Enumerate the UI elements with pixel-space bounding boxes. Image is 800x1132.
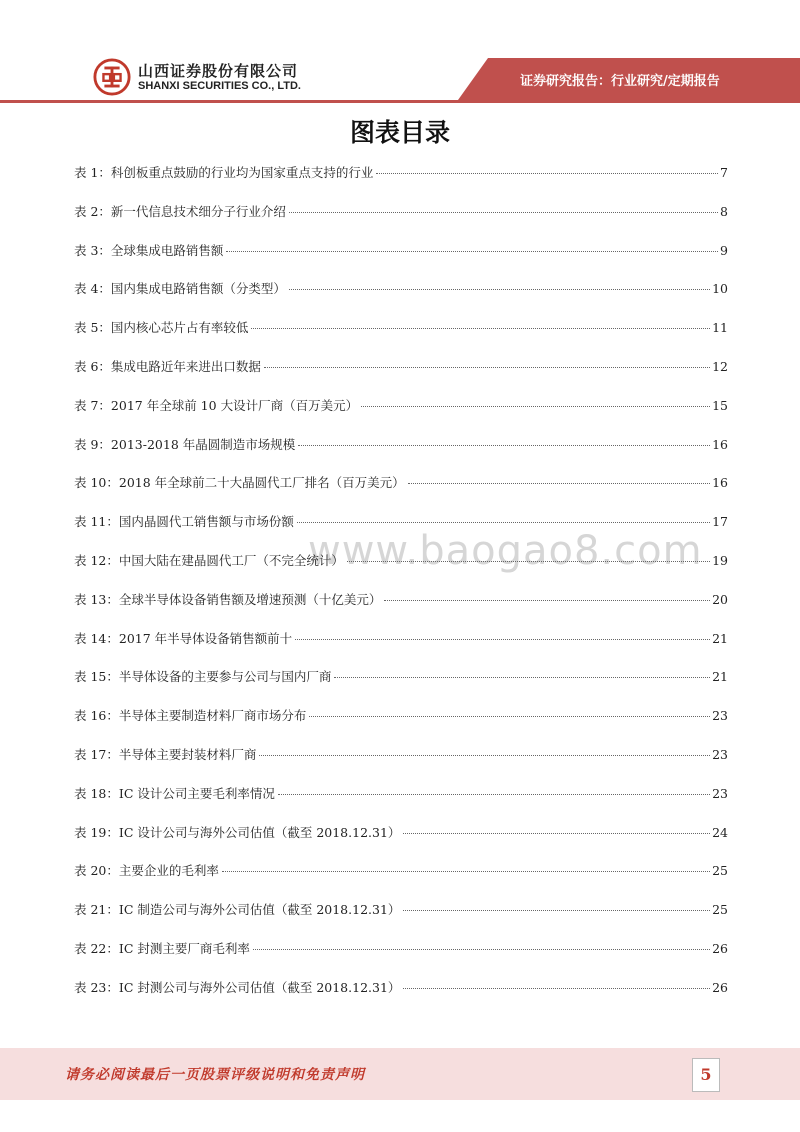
toc-entry[interactable] (74, 435, 728, 474)
toc-leader-dots (226, 251, 718, 252)
toc-entry[interactable] (74, 900, 728, 939)
toc-entry-label: 表 4：国内集成电路销售额（分类型） (74, 281, 286, 297)
toc-entry-page: 25 (712, 902, 728, 918)
toc-entry-page: 23 (712, 746, 728, 762)
disclaimer-text: 请务必阅读最后一页股票评级说明和免责声明 (65, 1067, 365, 1083)
toc-leader-dots (403, 910, 710, 911)
toc-leader-dots (289, 212, 718, 213)
toc-entry-label: 表 16：半导体主要制造材料厂商市场分布 (74, 708, 307, 724)
toc-entry[interactable] (74, 861, 728, 900)
page-footer (0, 1048, 800, 1100)
page-number: 5 (692, 1058, 720, 1092)
toc-entry[interactable] (74, 629, 728, 668)
header-divider (0, 100, 800, 103)
toc-entry[interactable] (74, 241, 728, 280)
toc-leader-dots (408, 483, 710, 484)
toc-entry[interactable] (74, 784, 728, 823)
toc-entry[interactable] (74, 745, 728, 784)
toc-entry-label: 表 19：IC 设计公司与海外公司估值（截至 2018.12.31） (74, 824, 401, 840)
toc-entry-page: 9 (720, 242, 728, 258)
toc-leader-dots (222, 871, 710, 872)
shanxi-securities-logo-icon (93, 58, 131, 96)
toc-leader-dots (253, 949, 710, 950)
toc-leader-dots (289, 289, 710, 290)
toc-entry-page: 16 (712, 436, 728, 452)
toc-entry-label: 表 12：中国大陆在建晶圆代工厂（不完全统计） (74, 552, 344, 568)
company-name-en: SHANXI SECURITIES CO., LTD. (138, 80, 301, 92)
toc-leader-dots (347, 561, 710, 562)
toc-leader-dots (376, 173, 718, 174)
toc-entry-page: 21 (712, 669, 728, 685)
toc-leader-dots (403, 833, 710, 834)
toc-entry[interactable] (74, 163, 728, 202)
page-title: 图表目录 (349, 118, 450, 147)
toc-entry-label: 表 6：集成电路近年来进出口数据 (74, 358, 261, 374)
toc-leader-dots (309, 716, 710, 717)
toc-entry-label: 表 10：2018 年全球前二十大晶圆代工厂排名（百万美元） (74, 475, 405, 491)
toc-entry-page: 12 (712, 358, 728, 374)
toc-entry-label: 表 18：IC 设计公司主要毛利率情况 (74, 785, 275, 801)
toc-entry-page: 19 (712, 552, 728, 568)
toc-entry[interactable] (74, 551, 728, 590)
toc-entry-page: 23 (712, 785, 728, 801)
toc-entry-label: 表 20：主要企业的毛利率 (74, 863, 219, 879)
toc-entry-page: 15 (712, 397, 728, 413)
toc-leader-dots (403, 988, 710, 989)
toc-entry[interactable] (74, 978, 728, 1017)
report-type-label: 证券研究报告：行业研究/定期报告 (520, 74, 720, 89)
toc-entry-label: 表 21：IC 制造公司与海外公司估值（截至 2018.12.31） (74, 902, 401, 918)
toc-entry[interactable] (74, 706, 728, 745)
toc-entry-label: 表 15：半导体设备的主要参与公司与国内厂商 (74, 669, 332, 685)
toc-entry-page: 20 (712, 591, 728, 607)
toc-entry-page: 17 (712, 514, 728, 530)
toc-entry-page: 24 (712, 824, 728, 840)
toc-entry[interactable] (74, 202, 728, 241)
toc-entry[interactable] (74, 473, 728, 512)
toc-entry-label: 表 13：全球半导体设备销售额及增速预测（十亿美元） (74, 591, 382, 607)
toc-entry-page: 26 (712, 979, 728, 995)
toc-entry[interactable] (74, 279, 728, 318)
toc-entry[interactable] (74, 667, 728, 706)
toc-entry-page: 25 (712, 863, 728, 879)
toc-entry-label: 表 22：IC 封测主要厂商毛利率 (74, 940, 250, 956)
toc-entry-label: 表 11：国内晶圆代工销售额与市场份额 (74, 514, 294, 530)
toc-entry-label: 表 17：半导体主要封装材料厂商 (74, 746, 257, 762)
toc-leader-dots (298, 445, 710, 446)
toc-entry-label: 表 7：2017 年全球前 10 大设计厂商（百万美元） (74, 397, 359, 413)
toc-entry-label: 表 14：2017 年半导体设备销售额前十 (74, 630, 293, 646)
toc-leader-dots (251, 328, 710, 329)
toc-leader-dots (259, 755, 710, 756)
table-of-figures (74, 163, 728, 1017)
toc-entry[interactable] (74, 823, 728, 862)
toc-entry-page: 23 (712, 708, 728, 724)
toc-entry-label: 表 9：2013-2018 年晶圆制造市场规模 (74, 436, 296, 452)
toc-leader-dots (361, 406, 710, 407)
toc-entry-label: 表 3：全球集成电路销售额 (74, 242, 224, 258)
watermark: www.baogao8.com (308, 528, 703, 574)
toc-leader-dots (297, 522, 710, 523)
toc-entry[interactable] (74, 590, 728, 629)
toc-entry-page: 16 (712, 475, 728, 491)
toc-entry-page: 26 (712, 940, 728, 956)
toc-entry-page: 7 (720, 165, 728, 180)
toc-leader-dots (384, 600, 710, 601)
toc-entry-label: 表 1：科创板重点鼓励的行业均为国家重点支持的行业 (74, 165, 374, 180)
toc-leader-dots (264, 367, 710, 368)
toc-entry[interactable] (74, 512, 728, 551)
toc-entry-page: 8 (720, 203, 728, 219)
page-header (0, 0, 800, 110)
toc-entry-label: 表 2：新一代信息技术细分子行业介绍 (74, 203, 286, 219)
toc-entry-label: 表 5：国内核心芯片占有率较低 (74, 320, 249, 336)
toc-entry-page: 21 (712, 630, 728, 646)
toc-entry[interactable] (74, 318, 728, 357)
toc-leader-dots (334, 677, 710, 678)
toc-entry[interactable] (74, 939, 728, 978)
toc-entry-page: 11 (712, 320, 728, 336)
toc-entry[interactable] (74, 357, 728, 396)
toc-entry-label: 表 23：IC 封测公司与海外公司估值（截至 2018.12.31） (74, 979, 401, 995)
company-name-cn: 山西证券股份有限公司 (138, 62, 299, 80)
toc-entry[interactable] (74, 396, 728, 435)
toc-entry-page: 10 (712, 281, 728, 297)
toc-leader-dots (278, 794, 710, 795)
toc-leader-dots (295, 639, 710, 640)
